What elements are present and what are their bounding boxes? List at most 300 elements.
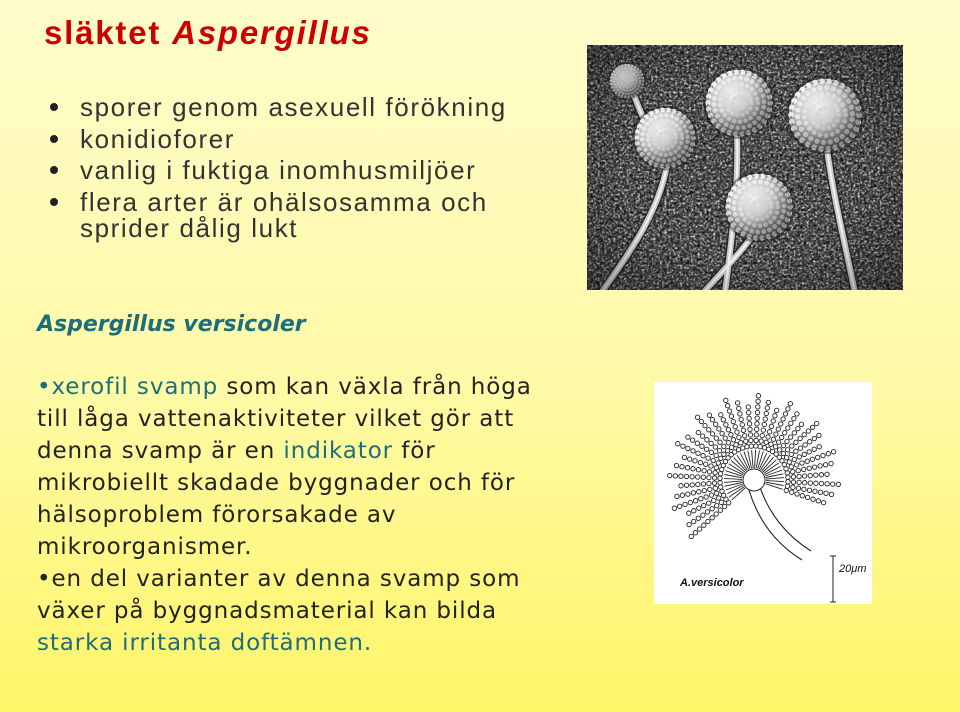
conidium	[791, 475, 795, 479]
conidium	[714, 453, 718, 457]
text-line	[37, 531, 532, 563]
conidium	[696, 482, 700, 486]
conidium	[690, 483, 694, 487]
text-segment: som kan växla från höga	[218, 374, 532, 400]
conidium	[794, 463, 798, 467]
conidium	[749, 444, 753, 448]
conidium	[709, 450, 713, 454]
conidium	[794, 449, 798, 453]
conidium	[761, 428, 765, 432]
conidium	[682, 455, 686, 459]
conidium	[812, 447, 816, 451]
conidium	[755, 410, 759, 414]
conidium	[709, 493, 713, 497]
conidium	[676, 442, 680, 446]
conidium	[810, 425, 814, 429]
conidium	[684, 474, 688, 478]
conidium	[668, 473, 672, 477]
conidium	[719, 500, 723, 504]
conidium	[726, 428, 730, 432]
conidium	[831, 482, 835, 486]
text-segment: hälsoproblem förorsakade av	[37, 502, 397, 528]
conidium	[768, 430, 772, 434]
conidium	[687, 511, 691, 515]
conidium	[691, 467, 695, 471]
conidium	[701, 513, 705, 517]
text-segment: till låga vattenaktiviteter vilket gör att	[37, 406, 515, 432]
conidium	[819, 473, 823, 477]
text-line	[37, 371, 532, 403]
conidium	[710, 507, 714, 511]
conidium	[764, 411, 768, 415]
conidium	[680, 493, 684, 497]
conidium	[718, 481, 722, 485]
conidium	[745, 445, 749, 449]
conidium	[683, 502, 687, 506]
conidium	[797, 474, 801, 478]
conidium	[754, 433, 758, 437]
conidium	[734, 443, 738, 447]
bullet-dot	[50, 103, 58, 111]
conidium	[826, 452, 830, 456]
conidium	[814, 473, 818, 477]
conidium	[794, 440, 798, 444]
conidium	[709, 441, 713, 445]
conidium	[748, 433, 752, 437]
conidium	[720, 431, 724, 435]
conidium	[795, 492, 799, 496]
conidium	[724, 423, 728, 427]
text-segment: •en del varianter av denna svamp som	[37, 566, 521, 592]
highlight-term: indikator	[283, 438, 394, 464]
conidium	[703, 423, 707, 427]
conidium	[771, 437, 775, 441]
bullet-text: vanlig i fuktiga inomhusmiljöer	[80, 155, 477, 185]
conidium	[687, 522, 691, 526]
conidium	[807, 466, 811, 470]
conidium	[812, 465, 816, 469]
conidium	[741, 428, 745, 432]
conidium	[823, 463, 827, 467]
conidium	[719, 485, 723, 489]
conidium	[792, 431, 796, 435]
conidium	[803, 481, 807, 485]
conidium	[773, 414, 777, 418]
conidium	[718, 476, 722, 480]
conidium	[781, 451, 785, 455]
conidium	[818, 464, 822, 468]
text-line	[37, 403, 532, 435]
conidium	[813, 489, 817, 493]
conidium	[763, 417, 767, 421]
conidium	[810, 457, 814, 461]
conidium	[789, 421, 793, 425]
conidium	[710, 418, 714, 422]
conidium	[714, 422, 718, 426]
conidium	[684, 483, 688, 487]
conidium	[739, 441, 743, 445]
conidium	[786, 475, 790, 479]
conidium	[705, 510, 709, 514]
conidium	[796, 426, 800, 430]
conidium	[702, 503, 706, 507]
text-line	[37, 595, 532, 627]
conidium	[747, 422, 751, 426]
conidium	[685, 466, 689, 470]
conidium	[756, 399, 760, 403]
conidium	[783, 431, 787, 435]
conidium	[776, 427, 780, 431]
conidium	[791, 470, 795, 474]
conidium	[724, 398, 728, 402]
conidium	[707, 475, 711, 479]
conidium	[805, 495, 809, 499]
conidium	[705, 438, 709, 442]
text-line	[37, 499, 532, 531]
conidium	[797, 480, 801, 484]
conidium	[808, 473, 812, 477]
conidium	[712, 476, 716, 480]
conidium	[807, 450, 811, 454]
conidium	[749, 438, 753, 442]
photo-vignette	[587, 45, 903, 290]
text-line	[37, 435, 532, 467]
conidium	[776, 440, 780, 444]
conidium	[726, 404, 730, 408]
conidium	[689, 534, 693, 538]
conidium	[824, 491, 828, 495]
conidium	[723, 436, 727, 440]
conidium	[755, 422, 759, 426]
conidium	[765, 406, 769, 410]
conidium	[697, 527, 701, 531]
conidium	[690, 438, 694, 442]
conidium	[815, 421, 819, 425]
conidium	[790, 490, 794, 494]
conidium	[716, 461, 720, 465]
conidium	[766, 435, 770, 439]
conidium	[678, 504, 682, 508]
conidium	[681, 444, 685, 448]
conidium	[717, 427, 721, 431]
conidium	[808, 440, 812, 444]
conidium	[710, 516, 714, 520]
conidium	[808, 481, 812, 485]
conidium	[704, 495, 708, 499]
conidium	[714, 466, 718, 470]
conidium	[836, 482, 840, 486]
conidium	[712, 481, 716, 485]
conidium	[742, 434, 746, 438]
conidium	[739, 417, 743, 421]
conidium	[819, 481, 823, 485]
conidium	[766, 400, 770, 404]
conidium	[829, 461, 833, 465]
conidium	[735, 430, 739, 434]
conidium	[798, 446, 802, 450]
conidium	[711, 458, 715, 462]
conidium	[713, 486, 717, 490]
conidium	[806, 429, 810, 433]
conidium	[701, 454, 705, 458]
conidium	[798, 436, 802, 440]
conidium	[787, 460, 791, 464]
bullet-dot	[50, 198, 58, 206]
conidium	[758, 444, 762, 448]
conidium	[729, 433, 733, 437]
conidium	[718, 508, 722, 512]
conidium	[693, 459, 697, 463]
conidium	[797, 455, 801, 459]
conidium	[800, 494, 804, 498]
conidium	[818, 490, 822, 494]
conidium	[811, 497, 815, 501]
conidium	[785, 471, 789, 475]
conidium	[784, 455, 788, 459]
conidium	[760, 433, 764, 437]
conidium	[788, 402, 792, 406]
conidium	[713, 471, 717, 475]
conidium	[759, 439, 763, 443]
conidium	[756, 405, 760, 409]
conidium	[802, 474, 806, 478]
conidium	[697, 506, 701, 510]
conidium	[696, 468, 700, 472]
conidium	[714, 436, 718, 440]
conidium	[717, 448, 721, 452]
conidium	[737, 435, 741, 439]
conidium	[709, 464, 713, 468]
conidium	[796, 468, 800, 472]
conidium	[747, 410, 751, 414]
conidium	[802, 452, 806, 456]
conidium	[696, 475, 700, 479]
conidium	[785, 439, 789, 443]
conidium	[764, 440, 768, 444]
conidium	[719, 413, 723, 417]
conidium	[816, 499, 820, 503]
conidiophore-drawing	[654, 382, 872, 604]
text-segment: mikroorganismer.	[37, 534, 253, 560]
conidium	[731, 419, 735, 423]
conidium	[688, 457, 692, 461]
title-plain: släktet	[44, 14, 173, 51]
conidium	[769, 442, 773, 446]
text-segment: för	[393, 438, 436, 464]
conidium	[821, 500, 825, 504]
conidium	[740, 423, 744, 427]
conidium	[807, 488, 811, 492]
conidium	[680, 465, 684, 469]
conidium	[756, 394, 760, 398]
conidium	[720, 467, 724, 471]
conidium	[785, 448, 789, 452]
conidium	[688, 500, 692, 504]
bullet-dot	[50, 166, 58, 174]
conidium	[786, 407, 790, 411]
conidium	[700, 444, 704, 448]
conidium	[748, 427, 752, 431]
conidium	[781, 443, 785, 447]
sem-micrograph	[587, 45, 903, 290]
conidium	[699, 497, 703, 501]
conidium	[725, 448, 729, 452]
conidium	[712, 498, 716, 502]
conidium	[821, 453, 825, 457]
conidium	[733, 425, 737, 429]
bullet-item	[50, 123, 507, 154]
conidium	[774, 408, 778, 412]
bullet-dot	[50, 135, 58, 143]
conidium	[825, 472, 829, 476]
conidium	[696, 430, 700, 434]
text-line	[37, 467, 532, 499]
conidium	[773, 445, 777, 449]
conidium	[791, 485, 795, 489]
conidium	[679, 474, 683, 478]
conidium	[698, 460, 702, 464]
conidium	[789, 452, 793, 456]
text-segment: växer på byggnadsmaterial kan bilda	[37, 598, 497, 624]
conidium	[707, 470, 711, 474]
conidium	[706, 519, 710, 523]
conidium	[695, 441, 699, 445]
text-segment: denna svamp är en	[37, 438, 284, 464]
conidium	[696, 516, 700, 520]
conidium	[784, 488, 788, 492]
conidium	[778, 448, 782, 452]
conidium	[674, 463, 678, 467]
conidium	[738, 412, 742, 416]
conidium	[715, 491, 719, 495]
conidium	[762, 446, 766, 450]
conidium	[705, 447, 709, 451]
conidium	[722, 444, 726, 448]
conidium	[707, 413, 711, 417]
conidium	[708, 487, 712, 491]
conidium	[792, 457, 796, 461]
conidium	[695, 415, 699, 419]
description-text	[37, 371, 532, 659]
conidium	[786, 426, 790, 430]
conidium	[817, 445, 821, 449]
conidium	[780, 435, 784, 439]
conidium	[785, 484, 789, 488]
conidium	[791, 480, 795, 484]
conidium	[802, 487, 806, 491]
conidium	[691, 449, 695, 453]
conidium	[781, 417, 785, 421]
text-line	[37, 563, 532, 595]
conidium	[692, 509, 696, 513]
conidium	[800, 461, 804, 465]
conidium	[707, 428, 711, 432]
conidium	[829, 492, 833, 496]
conidium	[717, 496, 721, 500]
bullet-item	[50, 186, 507, 243]
conidium	[746, 405, 750, 409]
conidium	[686, 446, 690, 450]
conidium	[802, 467, 806, 471]
conidium	[707, 501, 711, 505]
highlight-term: starka irritanta doftämnen.	[37, 630, 373, 656]
bullet-text-continued: sprider dålig lukt	[80, 212, 299, 243]
conidium	[795, 412, 799, 416]
conidium	[719, 456, 723, 460]
conidium	[814, 481, 818, 485]
conidium	[727, 409, 731, 413]
conidium	[686, 492, 690, 496]
conidium	[714, 512, 718, 516]
vesicle	[743, 469, 765, 491]
conidium	[790, 444, 794, 448]
conidium	[722, 452, 726, 456]
title-genus: Aspergillus	[172, 14, 372, 51]
conidium	[831, 450, 835, 454]
slide-title	[44, 13, 372, 53]
bullet-list	[50, 94, 507, 246]
conidium	[686, 435, 690, 439]
text-segment: mikrobiellt skadade byggnader och för	[37, 470, 516, 496]
conidium	[693, 531, 697, 535]
conidium	[744, 439, 748, 443]
conidium	[729, 445, 733, 449]
conidium	[788, 435, 792, 439]
conidium	[679, 484, 683, 488]
conidium	[722, 504, 726, 508]
conidium	[675, 494, 679, 498]
conidium	[721, 418, 725, 422]
conidium	[690, 475, 694, 479]
conidium	[701, 475, 705, 479]
conidium	[710, 432, 714, 436]
conidium	[754, 444, 758, 448]
conidium	[783, 412, 787, 416]
text-line	[37, 627, 532, 659]
conidium	[747, 416, 751, 420]
conidium	[779, 422, 783, 426]
conidium	[755, 427, 759, 431]
conidium	[727, 501, 731, 505]
conidium	[771, 419, 775, 423]
conidium	[812, 436, 816, 440]
conidium	[755, 416, 759, 420]
conidium	[702, 469, 706, 473]
conidium	[718, 440, 722, 444]
species-label: A.versicolor	[680, 577, 744, 589]
conidium	[799, 422, 803, 426]
conidium	[805, 459, 809, 463]
conidium	[737, 406, 741, 410]
conidium	[816, 455, 820, 459]
conidium	[802, 433, 806, 437]
conidium	[754, 438, 758, 442]
conidium	[792, 416, 796, 420]
conidium	[702, 523, 706, 527]
conidium	[803, 443, 807, 447]
conidium	[817, 433, 821, 437]
conidium	[715, 503, 719, 507]
conidium	[713, 445, 717, 449]
bullet-item	[50, 94, 507, 120]
conidium	[706, 456, 710, 460]
bullet-text: flera arter är ohälsosamma och	[80, 186, 488, 217]
conidium	[691, 491, 695, 495]
conidium	[702, 488, 706, 492]
conidium	[789, 465, 793, 469]
bullet-text: konidioforer	[80, 123, 236, 154]
conidium	[707, 481, 711, 485]
